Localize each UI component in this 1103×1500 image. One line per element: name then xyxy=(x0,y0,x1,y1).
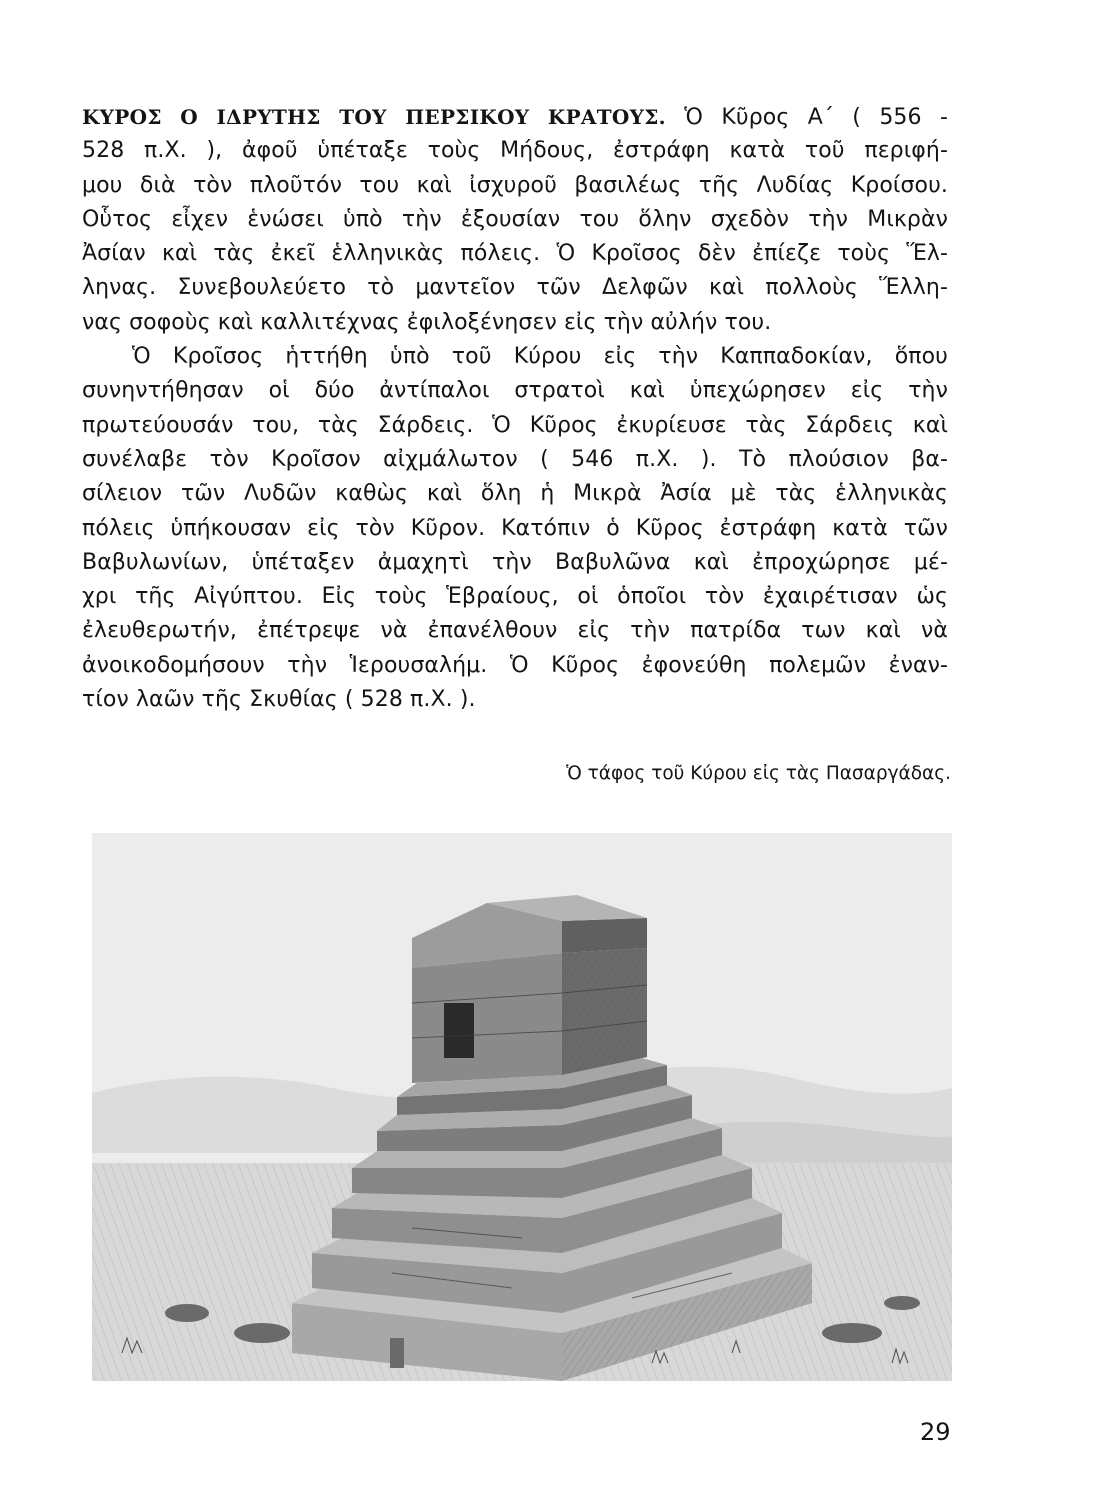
text-line-2: 528 π.Χ. ), ἀφοῦ ὑπέταξε τοὺς Μήδους, ἐστράφη κατὰ τοῦ περιφή- xyxy=(82,138,948,164)
text-line-5: Ἀσίαν καὶ τὰς ἐκεῖ ἑλληνικὰς πόλεις. Ὁ Κροῖσος δὲν ἐπίεζε τοὺς Ἕλ- xyxy=(82,241,948,267)
text-line-8: Ὁ Κροῖσος ἡττήθη ὑπὸ τοῦ Κύρου εἰς τὴν Καππαδοκίαν, ὅπου xyxy=(132,344,948,370)
page-number: 29 xyxy=(920,1418,951,1446)
figure-caption: Ὁ τάφος τοῦ Κύρου εἰς τὰς Πασαργάδας. xyxy=(566,763,951,784)
text-line-17: ἀνοικοδομήσουν τὴν Ἱερουσαλήμ. Ὁ Κῦρος ἐφονεύθη πολεμῶν ἐναν- xyxy=(82,652,948,678)
engraving-illustration xyxy=(92,833,952,1381)
text-line-6: ληνας. Συνεβουλεύετο τὸ μαντεῖον τῶν Δελφῶν καὶ πολλοὺς Ἕλλη- xyxy=(82,275,948,301)
text-line-11: συνέλαβε τὸν Κροῖσον αἰχμάλωτον ( 546 π.Χ. ). Τὸ πλούσιον βα- xyxy=(82,446,948,472)
text-line-10: πρωτεύουσάν του, τὰς Σάρδεις. Ὁ Κῦρος ἐκυρίευσε τὰς Σάρδεις καὶ xyxy=(82,412,948,438)
section-heading: ΚΥΡΟΣ Ο ΙΔΡΥΤΗΣ ΤΟΥ ΠΕΡΣΙΚΟΥ ΚΡΑΤΟΥΣ. xyxy=(82,105,666,129)
tomb-of-cyrus-engraving xyxy=(92,833,952,1381)
text-line-14: Βαβυλωνίων, ὑπέταξεν ἀμαχητὶ τὴν Βαβυλῶνα καὶ ἐπροχώρησε μέ- xyxy=(82,549,948,575)
text-line-13: πόλεις ὑπήκουσαν εἰς τὸν Κῦρον. Κατόπιν ὁ Κῦρος ἐστράφη κατὰ τῶν xyxy=(82,515,948,541)
text-line-12: σίλειον τῶν Λυδῶν καθὼς καὶ ὅλη ἡ Μικρὰ Ἀσία μὲ τὰς ἑλληνικὰς xyxy=(82,481,948,507)
text-line-15: χρι τῆς Αἰγύπτου. Εἰς τοὺς Ἑβραίους, οἱ ὁποῖοι τὸν ἐχαιρέτισαν ὡς xyxy=(82,584,948,610)
text-line-3: μου διὰ τὸν πλοῦτόν του καὶ ἰσχυροῦ βασιλέως τῆς Λυδίας Κροίσου. xyxy=(82,172,948,198)
text-line-16: ἐλευθερωτήν, ἐπέτρεψε νὰ ἐπανέλθουν εἰς τὴν πατρίδα των καὶ νὰ xyxy=(82,618,948,644)
text-line-18: τίον λαῶν τῆς Σκυθίας ( 528 π.Χ. ). xyxy=(82,687,476,713)
text-line-9: συνηντήθησαν οἱ δύο ἀντίπαλοι στρατοὶ καὶ ὑπεχώρησεν εἰς τὴν xyxy=(82,378,948,404)
body-text xyxy=(82,100,948,717)
text-line-4: Οὗτος εἶχεν ἑνώσει ὑπὸ τὴν ἐξουσίαν του ὅλην σχεδὸν τὴν Μικρὰν xyxy=(82,206,948,232)
text-line-1: ΚΥΡΟΣ Ο ΙΔΡΥΤΗΣ ΤΟΥ ΠΕΡΣΙΚΟΥ ΚΡΑΤΟΥΣ. Ὁ Κῦρος Α΄ ( 556 - xyxy=(82,105,948,130)
text-line-7: νας σοφοὺς καὶ καλλιτέχνας ἐφιλοξένησεν εἰς τὴν αὐλήν του. xyxy=(82,309,772,335)
